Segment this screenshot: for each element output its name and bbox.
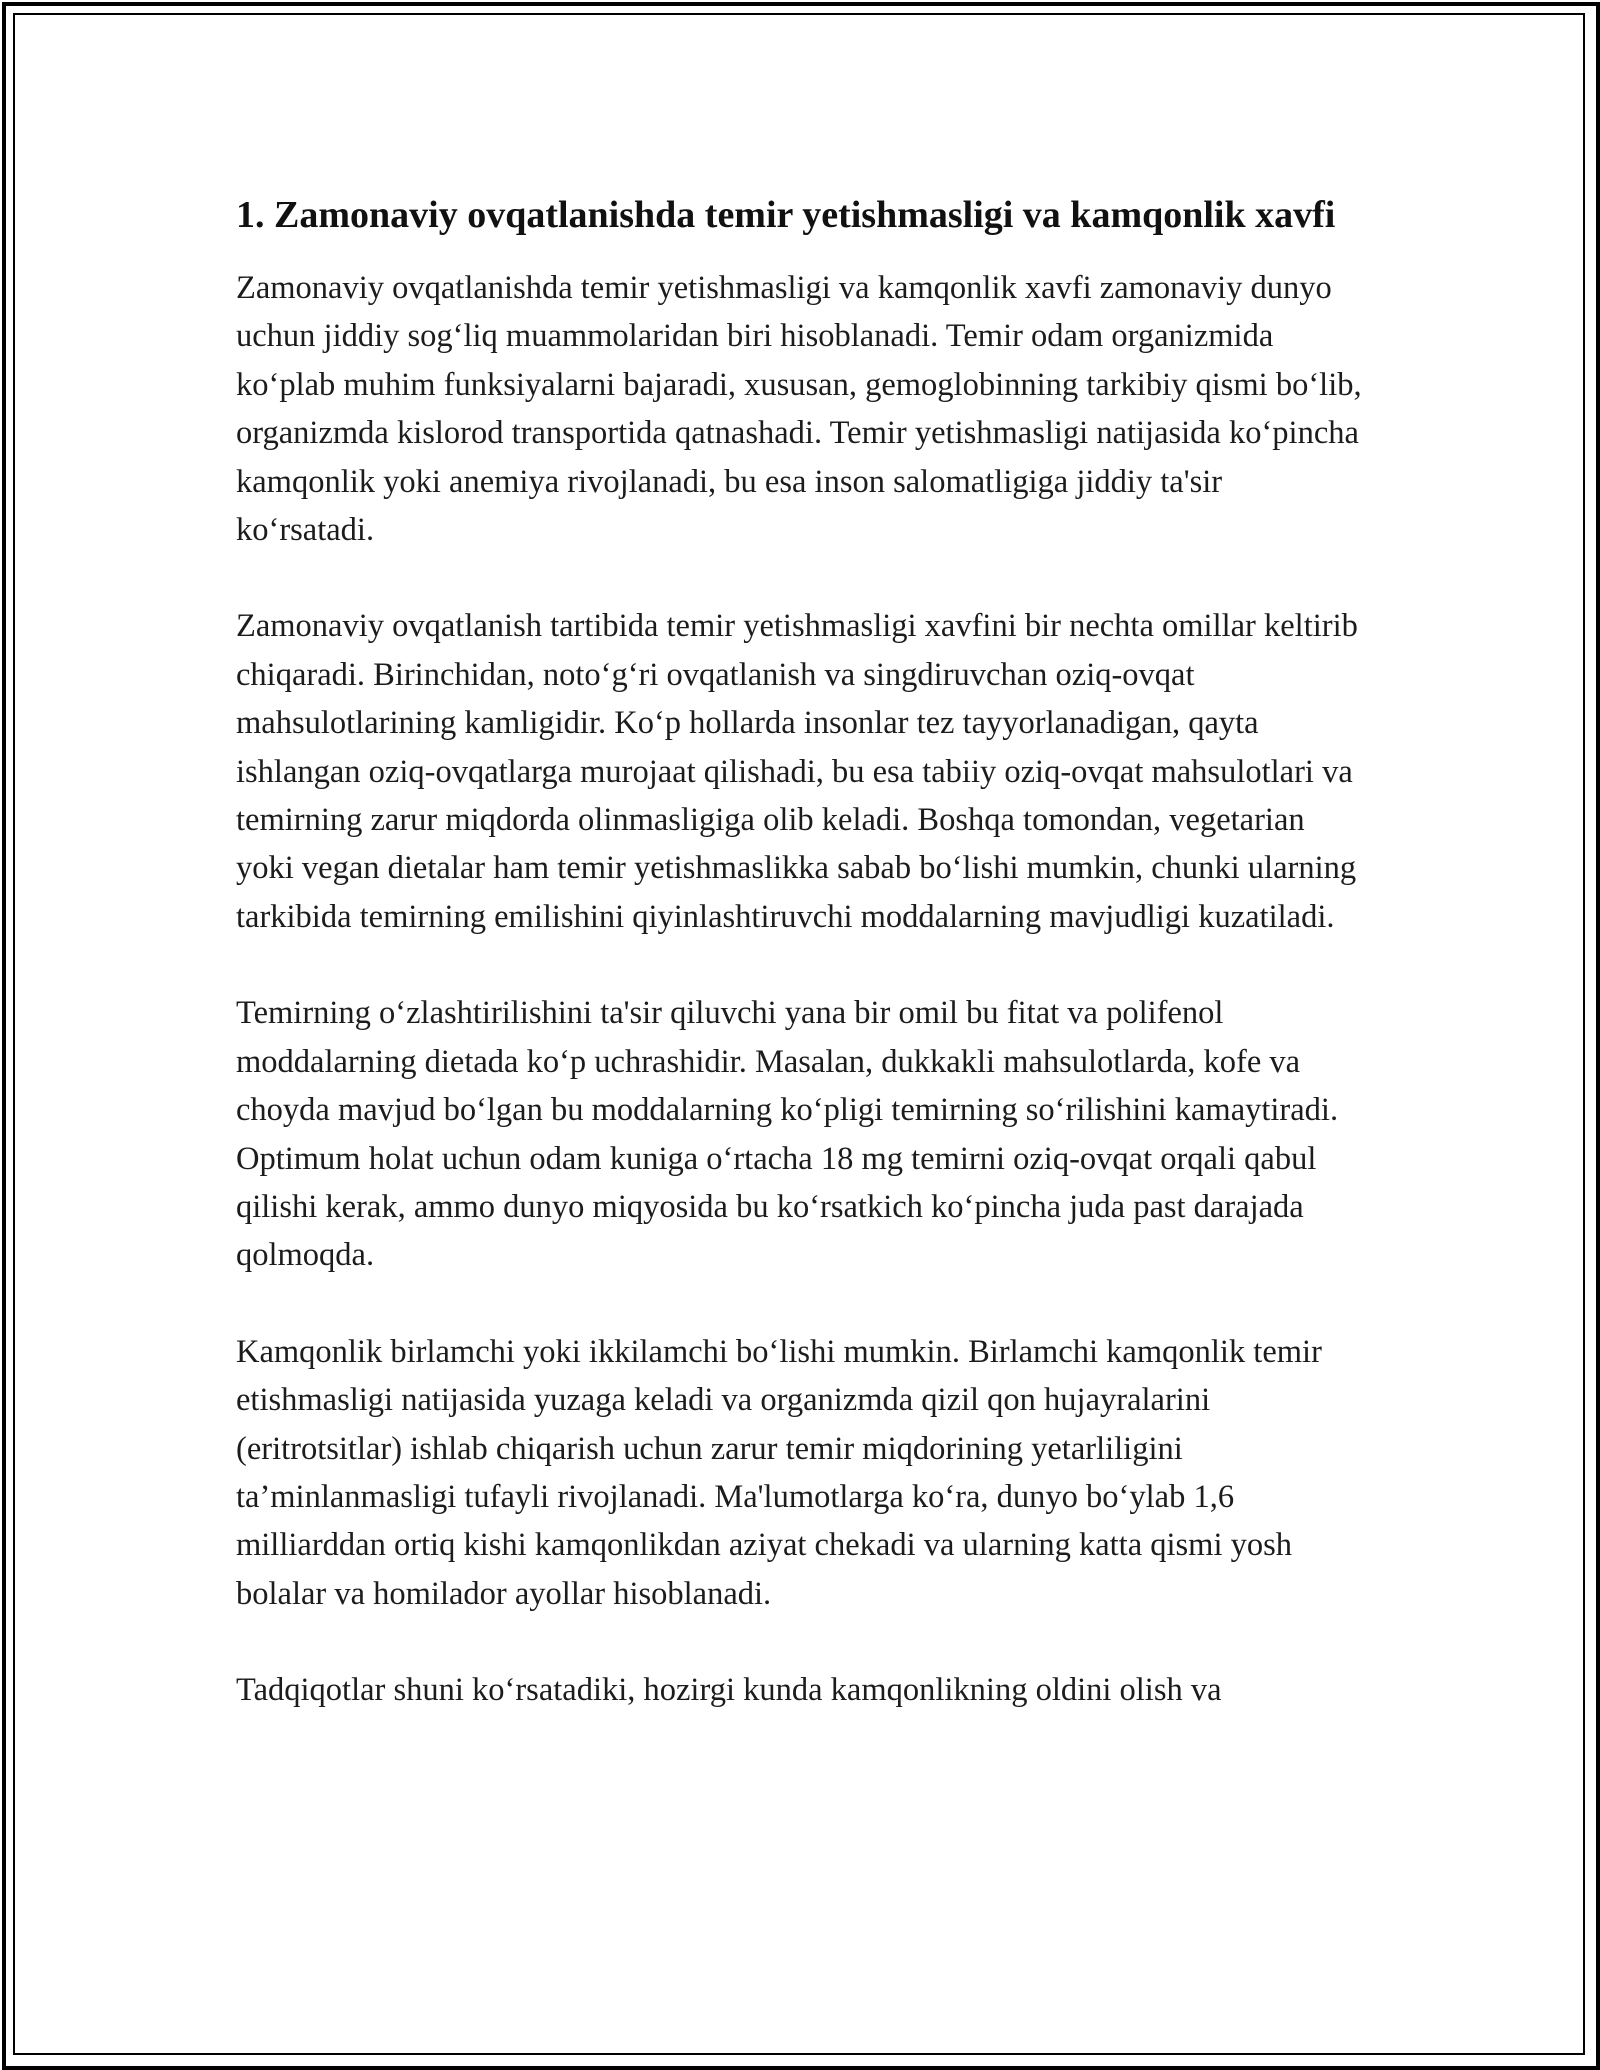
- paragraph-1: Zamonaviy ovqatlanishda temir yetishmasligi va kamqonlik xavfi zamonaviy dunyo uchun jiddiy sog‘liq muammolaridan biri hisoblanadi. Temir odam organizmida ko‘plab muhim funksiyalarni bajaradi, xususan, gemoglobinning tarkibiy qismi bo‘lib, organizmda kislorod transportida qatnashadi. Temir yetishmasligi natijasida ko‘pincha kamqonlik yoki anemiya rivojlanadi, bu esa inson salomatligiga jiddiy ta'sir ko‘rsatadi.: [236, 270, 1362, 549]
- paragraph-4: Kamqonlik birlamchi yoki ikkilamchi bo‘lishi mumkin. Birlamchi kamqonlik temir etishmasligi natijasida yuzaga keladi va organizmda qizil qon hujayralarini (eritrotsitlar) ishlab chiqarish uchun zarur temir miqdorining yetarliligini ta’minlanmasligi tufayli rivojlanadi. Ma'lumotlarga ko‘ra, dunyo bo‘ylab 1,6 milliarddan ortiq kishi kamqonlikdan aziyat chekadi va ularning katta qismi yosh bolalar va homilador ayollar hisoblanadi.: [236, 1333, 1322, 1612]
- paragraph-5: Tadqiqotlar shuni ko‘rsatadiki, hozirgi kunda kamqonlikning oldini olish va: [236, 1672, 1222, 1709]
- section-heading: 1. Zamonaviy ovqatlanishda temir yetishmasligi va kamqonlik xavfi: [236, 194, 1336, 236]
- document-body: [236, 188, 1366, 1763]
- paragraph-2: Zamonaviy ovqatlanish tartibida temir yetishmasligi xavfini bir nechta omillar keltirib chiqaradi. Birinchidan, noto‘g‘ri ovqatlanish va singdiruvchan oziq-ovqat mahsulotlarining kamligidir. Ko‘p hollarda insonlar tez tayyorlanadigan, qayta ishlangan oziq-ovqatlarga murojaat qilishadi, bu esa tabiiy oziq-ovqat mahsulotlari va temirning zarur miqdorda olinmasligiga olib keladi. Boshqa tomondan, vegetarian yoki vegan dietalar ham temir yetishmaslikka sabab bo‘lishi mumkin, chunki ularning tarkibida temirning emilishini qiyinlashtiruvchi moddalarning mavjudligi kuzatiladi.: [236, 608, 1358, 935]
- paragraph-3: Temirning o‘zlashtirilishini ta'sir qiluvchi yana bir omil bu fitat va polifenol moddalarning dietada ko‘p uchrashidir. Masalan, dukkakli mahsulotlarda, kofe va choyda mavjud bo‘lgan bu moddalarning ko‘pligi temirning so‘rilishini kamaytiradi. Optimum holat uchun odam kuniga o‘rtacha 18 mg temirni oziq-ovqat orqali qabul qilishi kerak, ammo dunyo miqyosida bu ko‘rsatkich ko‘pincha juda past darajada qolmoqda.: [236, 995, 1339, 1274]
